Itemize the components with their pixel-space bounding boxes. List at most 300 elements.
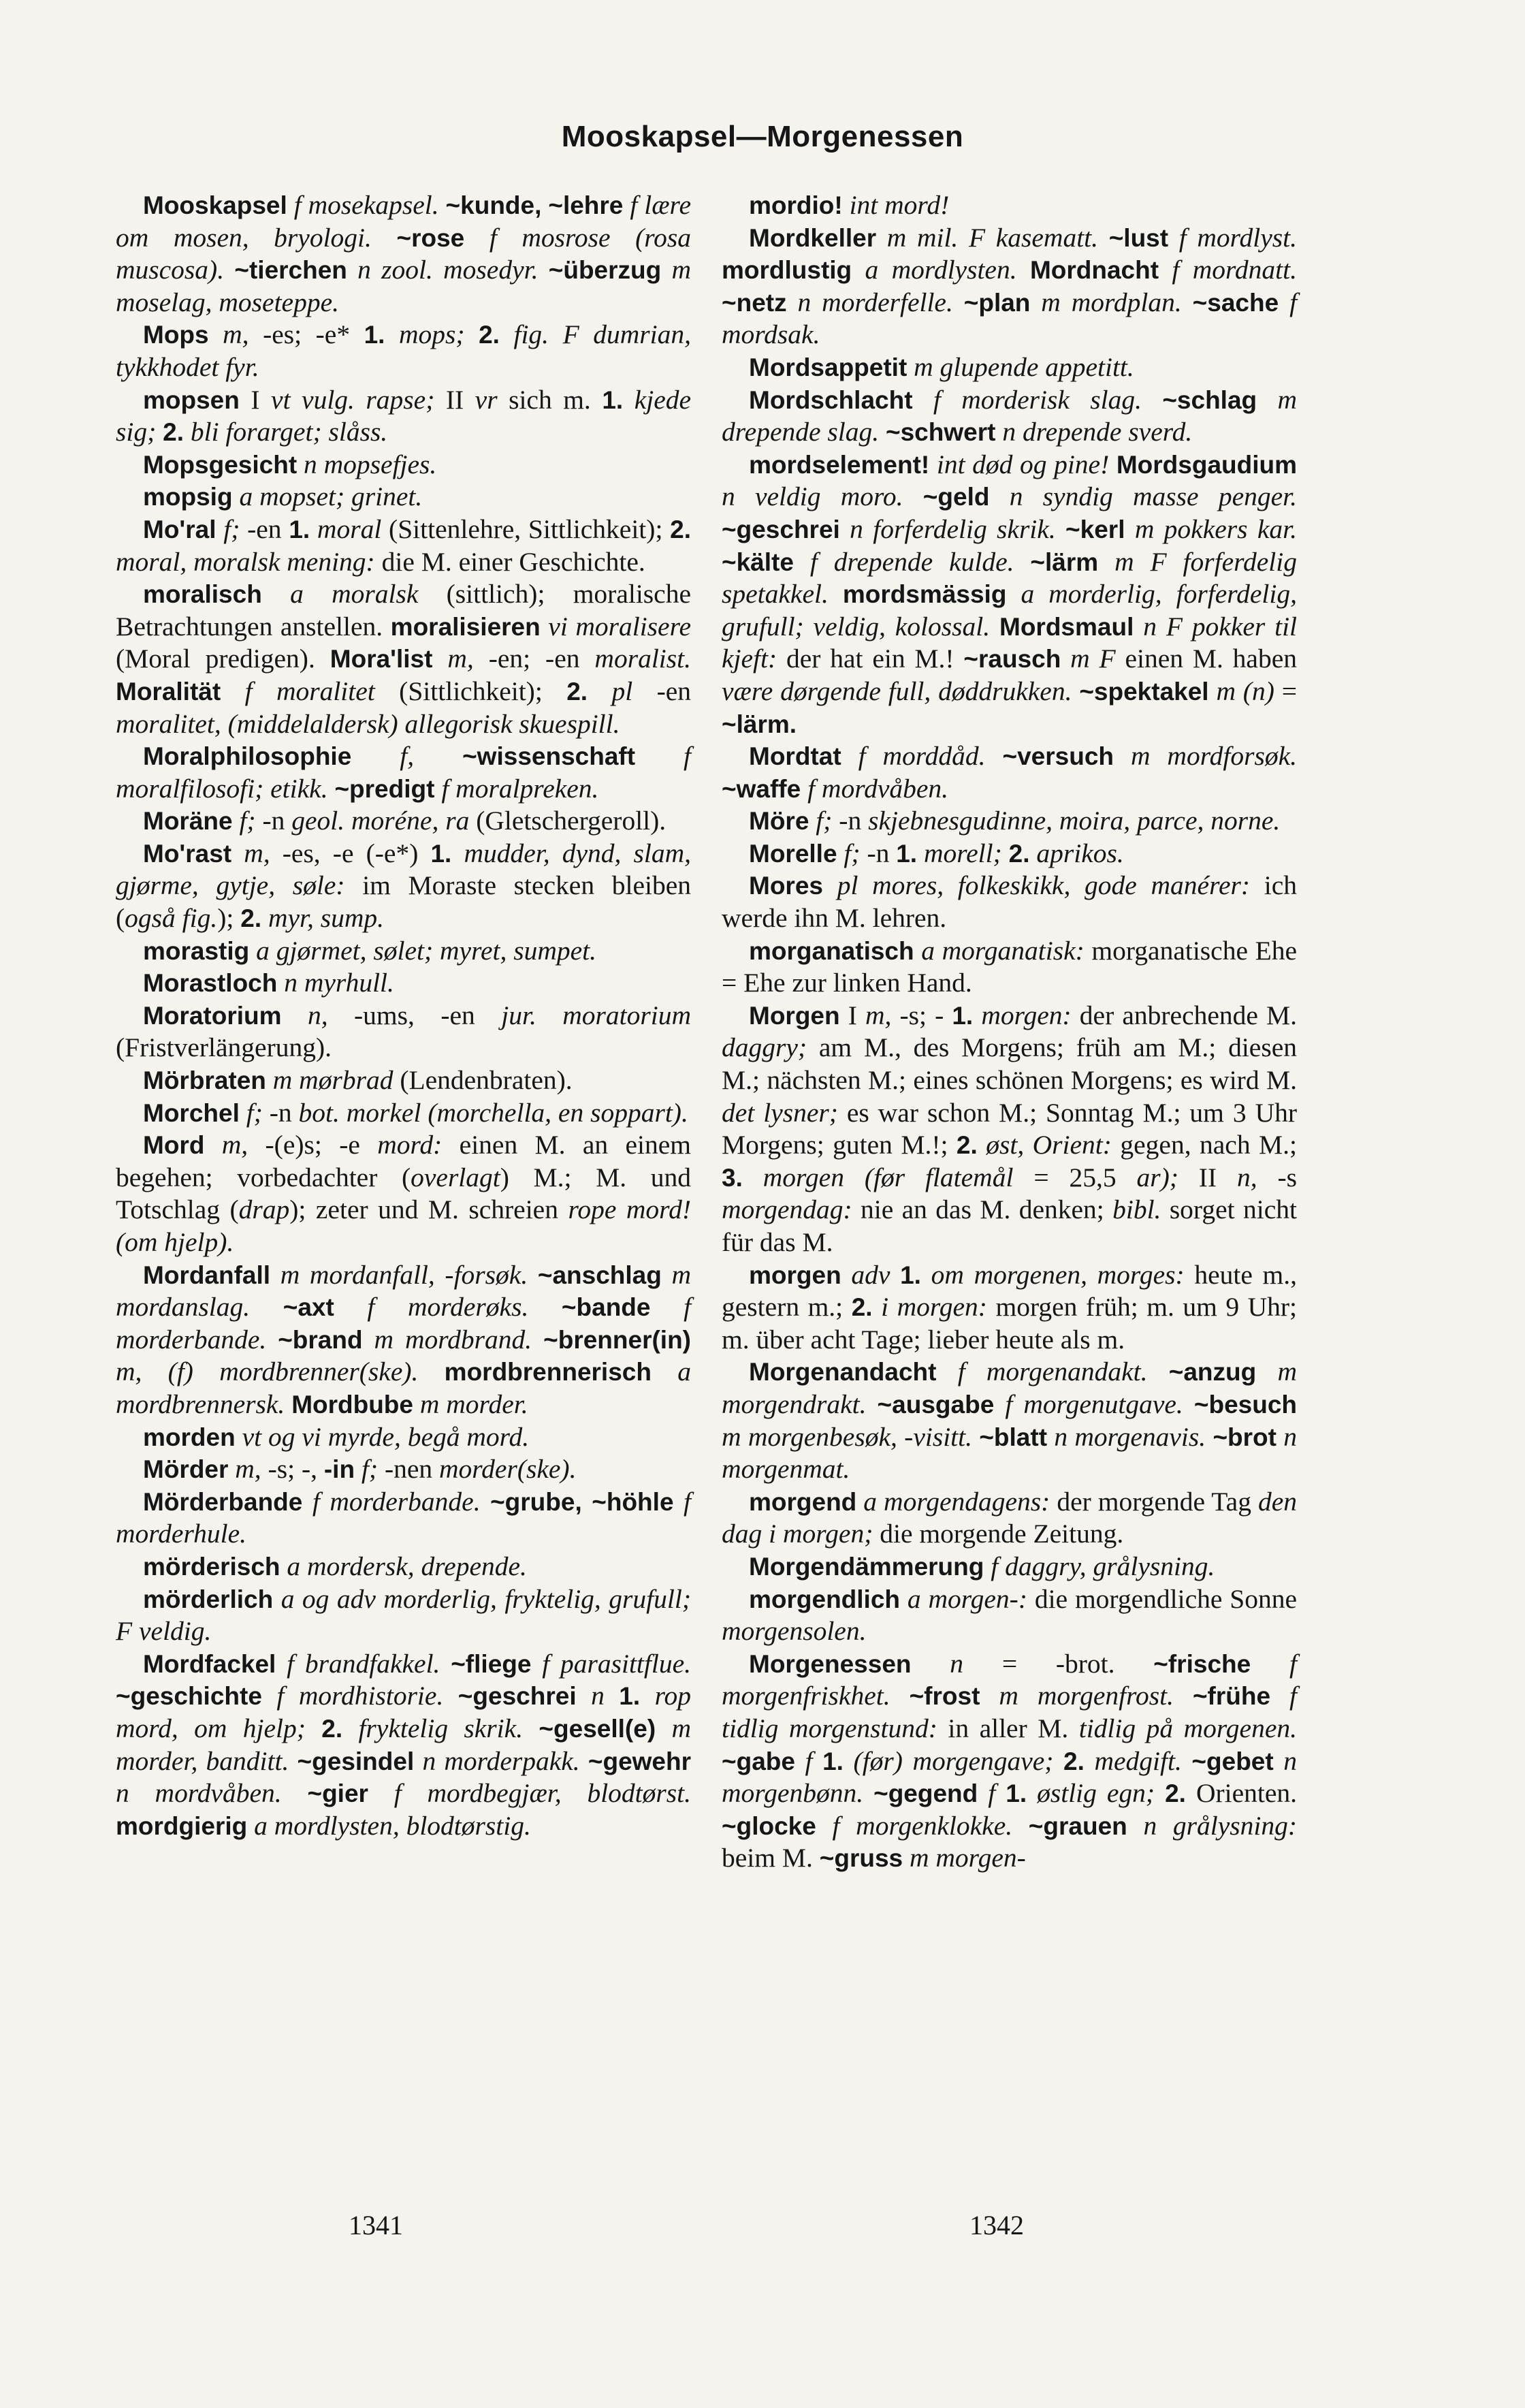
- headword: ~schlag: [1162, 385, 1257, 414]
- entry-text: [640, 1681, 654, 1711]
- definition-text: pl: [611, 676, 633, 706]
- entry-text: [1277, 1422, 1283, 1452]
- entry-text: [1114, 741, 1131, 771]
- entry-text: [852, 255, 865, 285]
- entry-text: [310, 514, 317, 544]
- entry-text: [414, 1746, 422, 1776]
- page-header: Mooskapsel—Morgenessen: [561, 120, 964, 153]
- definition-text: m pokkers kar.: [1134, 513, 1297, 544]
- dictionary-entry: [722, 1583, 1297, 1648]
- definition-text: n mopsefjes.: [304, 449, 437, 479]
- headword: ~plan: [963, 288, 1031, 317]
- headword: Morgenessen: [749, 1649, 912, 1678]
- dictionary-entry: [116, 1064, 691, 1097]
- entry-text: morganatische Ehe = Ehe zur linken Hand.: [722, 935, 1297, 998]
- entry-text: [500, 319, 514, 349]
- headword: ~kälte: [722, 548, 794, 576]
- headword: ~lust: [1108, 223, 1169, 252]
- definition-text: n myrhull.: [284, 968, 394, 998]
- headword: 1.: [822, 1747, 844, 1775]
- headword: 1.: [1006, 1779, 1027, 1808]
- definition-text: m morgendrakt.: [722, 1357, 1298, 1419]
- headword: Mord: [143, 1131, 205, 1160]
- entry-text: [1168, 223, 1179, 253]
- headword: Mordanfall: [143, 1261, 271, 1289]
- headword: ~besuch: [1193, 1390, 1298, 1419]
- entry-text: [280, 1551, 287, 1581]
- definition-text: tidlig på morgenen.: [1078, 1713, 1297, 1743]
- definition-text: østlig egn;: [1037, 1778, 1155, 1809]
- headword: Mooskapsel: [143, 191, 287, 219]
- left-column: [116, 189, 691, 1842]
- headword: Mops: [143, 321, 209, 349]
- headword: -in: [323, 1455, 355, 1484]
- definition-text: morell;: [923, 838, 1002, 868]
- entry-text: -en; -en: [473, 644, 595, 674]
- entry-text: [270, 1260, 280, 1290]
- entry-text: [795, 1746, 805, 1776]
- definition-text: m morgenbesøk, -visitt.: [722, 1421, 972, 1452]
- headword: Mo'ral: [143, 515, 216, 543]
- entry-text: der hat ein M.!: [777, 644, 964, 674]
- definition-text: a morganatisk:: [921, 935, 1085, 966]
- definition-text: a mopset; grinet.: [239, 481, 423, 512]
- headword: ~gegend: [873, 1779, 978, 1808]
- entry-text: [282, 1000, 308, 1030]
- entry-text: [464, 223, 489, 253]
- entry-text: [588, 676, 611, 706]
- definition-text: aprikos.: [1036, 838, 1124, 868]
- definition-text: f mosrose: [489, 222, 611, 253]
- definition-text: m mil. F kasematt.: [886, 222, 1099, 253]
- definition-text: vt vulg. rapse;: [271, 384, 435, 415]
- headword: 2.: [670, 515, 692, 543]
- definition-text: n morgenbønn.: [722, 1745, 1298, 1809]
- definition-text: m,: [223, 319, 249, 350]
- entry-text: [978, 1130, 986, 1160]
- headword: ~kunde,: [445, 191, 542, 219]
- entry-text: [840, 514, 850, 544]
- definition-text: m (n): [1216, 676, 1274, 706]
- headword: ~brenner(in): [543, 1325, 691, 1354]
- entry-text: [656, 1713, 671, 1743]
- entry-text: beim M.: [722, 1843, 820, 1873]
- entry-text: ); zeter und M. schreien: [289, 1194, 568, 1225]
- definition-text: (før) morgengave;: [853, 1745, 1054, 1776]
- entry-text: [1142, 385, 1162, 415]
- entry-text: [577, 1681, 591, 1711]
- entry-text: [372, 223, 397, 253]
- entry-text: [1125, 514, 1134, 544]
- entry-text: die morgendliche Sonne: [1027, 1583, 1297, 1614]
- dictionary-entry: [116, 1259, 691, 1421]
- dictionary-entry: [116, 1129, 691, 1258]
- entry-text: [1159, 255, 1172, 285]
- entry-text: [1030, 838, 1037, 868]
- headword: ~brot: [1213, 1423, 1277, 1451]
- headword: 1.: [952, 1001, 974, 1030]
- entry-text: die M. einer Geschichte.: [374, 546, 645, 577]
- headword: Mörbraten: [143, 1066, 266, 1095]
- definition-text: m,: [447, 644, 474, 674]
- entry-text: morgen früh; m. um 9 Uhr; m. über acht Tage; lieber heute als m.: [722, 1292, 1298, 1354]
- definition-text: f moralpreken.: [441, 773, 599, 804]
- dictionary-entry: [722, 805, 1297, 838]
- entry-text: [342, 1713, 358, 1743]
- entry-text: [841, 1260, 852, 1290]
- entry-text: [541, 612, 549, 641]
- headword: ~geschrei: [722, 515, 840, 543]
- entry-text: =: [1274, 676, 1297, 706]
- entry-text: [921, 1260, 931, 1290]
- entry-text: [1155, 1778, 1165, 1808]
- definition-text: n morderpakk.: [422, 1745, 580, 1776]
- headword: 2.: [1063, 1747, 1085, 1775]
- entry-text: [443, 1681, 458, 1711]
- headword: Mordbube: [291, 1390, 413, 1419]
- definition-text: moral, moralsk mening:: [116, 546, 375, 577]
- entry-text: -ums, -en: [327, 1000, 502, 1030]
- headword: ~wissenschaft: [462, 742, 636, 771]
- definition-text: den dag i morgen;: [722, 1486, 1297, 1549]
- definition-text: n: [591, 1681, 605, 1711]
- entry-text: [233, 806, 240, 836]
- headword: ~sache: [1192, 288, 1279, 317]
- entry-text: einen M. an einem begehen; vorbedachter (: [116, 1130, 692, 1192]
- headword: Mora'list: [330, 645, 433, 674]
- entry-text: [363, 1325, 374, 1354]
- dictionary-entry: [116, 1453, 691, 1486]
- definition-text: f morgenfriskhet.: [722, 1648, 1298, 1711]
- entry-text: [580, 1746, 588, 1776]
- entry-text: [209, 319, 223, 349]
- definition-text: f: [988, 1778, 996, 1809]
- headword: Mörderbande: [143, 1487, 303, 1516]
- definition-text: n morgenmat.: [722, 1421, 1298, 1485]
- definition-text: m mordbrand.: [374, 1324, 532, 1354]
- entry-text: [605, 1681, 619, 1711]
- headword: ~tierchen: [234, 256, 347, 285]
- headword: ~axt: [283, 1293, 334, 1322]
- dictionary-entry: [722, 384, 1297, 449]
- definition-text: m morgenfrost.: [999, 1681, 1174, 1711]
- headword: ~rausch: [963, 645, 1061, 674]
- entry-text: (Gletschergeroll).: [469, 806, 667, 836]
- entry-text: im Moraste stecken bleiben (: [116, 870, 692, 934]
- definition-text: n forferdelig skrik.: [850, 513, 1056, 544]
- dictionary-entry: [722, 1648, 1297, 1875]
- entry-text: [829, 579, 843, 609]
- entry-text: [1257, 385, 1277, 415]
- entry-text: [1030, 287, 1041, 317]
- headword: ~höhle: [592, 1487, 674, 1516]
- dictionary-entry: [722, 449, 1297, 740]
- entry-text: [451, 838, 464, 868]
- definition-text: m mordanfall, -forsøk.: [280, 1259, 528, 1290]
- definition-text: rope mord! (om hjelp).: [116, 1194, 691, 1257]
- headword: 1.: [602, 385, 624, 414]
- dictionary-entry: [116, 384, 691, 449]
- definition-text: bli forarget; slåss.: [190, 417, 388, 447]
- dictionary-entry: [116, 1421, 691, 1454]
- dictionary-entry: [116, 513, 691, 578]
- page-number-right: 1342: [969, 2210, 1024, 2240]
- entry-text: [481, 1487, 491, 1517]
- definition-text: f;: [239, 806, 256, 836]
- definition-text: f mordbegjær, blodtørst.: [394, 1778, 691, 1809]
- headword: 1.: [900, 1261, 921, 1289]
- entry-text: [1134, 612, 1143, 641]
- entry-text: [635, 741, 684, 771]
- dictionary-entry: [116, 189, 691, 319]
- entry-text: [953, 287, 964, 317]
- entry-text: [907, 352, 914, 382]
- headword: Mordsmaul: [999, 612, 1134, 641]
- dictionary-entry: [116, 449, 691, 481]
- entry-text: [1012, 1811, 1029, 1841]
- headword: morganatisch: [749, 936, 914, 965]
- headword: Mordtat: [749, 742, 841, 771]
- entry-text: [282, 1778, 308, 1808]
- entry-text: -n: [860, 838, 897, 868]
- definition-text: m,: [865, 1000, 892, 1030]
- entry-text: sich m.: [497, 384, 603, 415]
- definition-text: m morgen-: [909, 1843, 1026, 1873]
- headword: ~lärm: [1030, 548, 1099, 576]
- entry-text: [995, 1778, 1006, 1808]
- definition-text: f daggry, grålysning.: [991, 1551, 1215, 1581]
- entry-text: [743, 1162, 763, 1192]
- entry-text: [262, 1681, 276, 1711]
- definition-text: m mordplan.: [1041, 287, 1182, 317]
- headword: Mordfackel: [143, 1649, 276, 1678]
- dictionary-entry: [116, 838, 691, 935]
- entry-text: [978, 1778, 988, 1808]
- definition-text: rop mord, om hjelp;: [116, 1681, 692, 1743]
- dictionary-entry: [116, 805, 691, 838]
- entry-text: [334, 1292, 368, 1322]
- definition-text: fryktelig skrik.: [358, 1713, 524, 1743]
- entry-text: [1027, 1778, 1037, 1808]
- entry-text: [385, 319, 399, 349]
- headword: ~frühe: [1192, 1682, 1271, 1711]
- entry-text: [465, 319, 479, 349]
- definition-text: moral: [317, 513, 382, 544]
- entry-text: (Sittenlehre, Sittlichkeit);: [381, 513, 671, 544]
- entry-text: Orienten.: [1185, 1778, 1298, 1809]
- entry-text: [541, 190, 548, 220]
- entry-text: [532, 1325, 543, 1354]
- headword: Mordkeller: [749, 223, 877, 252]
- headword: mordbrennerisch: [444, 1358, 652, 1387]
- definition-text: m morder, banditt.: [116, 1713, 692, 1776]
- definition-text: være dørgende full, døddrukken.: [722, 676, 1072, 706]
- entry-text: [273, 1584, 280, 1614]
- headword: ~rose: [396, 223, 465, 252]
- entry-text: [1209, 676, 1217, 706]
- entry-text: [1056, 514, 1065, 544]
- entry-text: am M., des Morgens; früh am M.; diesen M.; nächsten M.; eines schönen Morgens; es wird M.: [722, 1032, 1297, 1096]
- definition-text: a morderlig, forferdelig, grufull; veldig, kolossal.: [722, 579, 1297, 641]
- headword: 2.: [566, 677, 588, 706]
- entry-text: [233, 481, 240, 511]
- entry-text: [240, 1098, 246, 1128]
- entry-text: [794, 547, 810, 577]
- entry-text: [1148, 1357, 1169, 1387]
- definition-text: morgensolen.: [722, 1616, 867, 1647]
- headword: ~lehre: [548, 191, 624, 219]
- entry-text: die morgende Zeitung.: [873, 1519, 1124, 1549]
- entry-text: = -brot.: [963, 1648, 1154, 1679]
- definition-text: f mosekapsel.: [293, 190, 439, 220]
- entry-text: (sittlich); moralische Betrachtungen anstellen.: [116, 579, 691, 641]
- entry-text: es war schon M.; Sonntag M.; um 3 Uhr Morgens; guten M.!;: [722, 1097, 1297, 1160]
- headword: ~gesindel: [297, 1747, 415, 1775]
- headword: ~gewehr: [588, 1747, 692, 1775]
- definition-text: f lære om mosen, bryologi.: [116, 190, 691, 253]
- headword: morgendlich: [749, 1585, 901, 1613]
- entry-text: [434, 774, 441, 804]
- dictionary-entry: [722, 1551, 1297, 1583]
- dictionary-entry: [722, 1259, 1297, 1357]
- definition-text: f moralfilosofi; etikk.: [116, 741, 692, 804]
- definition-text: f mordnatt.: [1172, 255, 1298, 285]
- headword: Moratorium: [143, 1001, 282, 1030]
- definition-text: m drepende slag.: [722, 384, 1298, 447]
- entry-text: [989, 481, 1009, 511]
- definition-text: kjede sig;: [116, 384, 692, 447]
- entry-text: [266, 1325, 278, 1354]
- definition-text: vi moralisere: [548, 611, 692, 641]
- headword: 1.: [364, 321, 385, 349]
- entry-text: [351, 741, 400, 771]
- entry-text: );: [217, 903, 241, 934]
- entry-text: [873, 1292, 882, 1322]
- headword: Morgen: [749, 1001, 840, 1030]
- entry-text: [287, 190, 294, 220]
- definition-text: vt og vi myrde, begå mord.: [242, 1421, 530, 1452]
- dictionary-entry: [722, 838, 1297, 870]
- headword: morden: [143, 1423, 236, 1451]
- definition-text: a morgendagens:: [863, 1486, 1050, 1517]
- entry-text: [1274, 1746, 1284, 1776]
- dictionary-entry: [722, 189, 1297, 222]
- definition-text: f;: [844, 838, 861, 868]
- entry-text: [1006, 579, 1021, 609]
- dictionary-entry: [116, 1097, 691, 1130]
- entry-text: [247, 1811, 254, 1841]
- headword: 1.: [896, 839, 918, 868]
- entry-text: (Lendenbraten).: [393, 1065, 573, 1096]
- entry-text: [204, 1130, 221, 1160]
- definition-text: f;: [223, 513, 240, 544]
- entry-text: [866, 1389, 877, 1419]
- dictionary-entry: [722, 1000, 1297, 1259]
- headword: Moralphilosophie: [143, 742, 352, 771]
- headword: ~grauen: [1028, 1811, 1127, 1840]
- definition-text: morgen (før flatemål: [762, 1162, 1014, 1192]
- headword: 1.: [289, 515, 310, 543]
- headword: ~predigt: [334, 774, 435, 803]
- entry-text: -s: [1257, 1162, 1298, 1192]
- headword: 2.: [240, 904, 262, 933]
- entry-text: II: [434, 384, 475, 415]
- headword: 2.: [851, 1293, 873, 1322]
- headword: ~kerl: [1065, 515, 1125, 543]
- entry-text: [841, 741, 858, 771]
- definition-text: mord:: [377, 1130, 443, 1160]
- headword: ~überzug: [548, 256, 662, 285]
- headword: 2.: [321, 1714, 343, 1743]
- definition-text: int død og pine!: [936, 449, 1110, 479]
- entry-text: II: [1178, 1162, 1237, 1192]
- headword: ~netz: [722, 288, 787, 317]
- headword: Morgenandacht: [749, 1358, 937, 1387]
- headword: 1.: [619, 1682, 641, 1711]
- entry-text: [250, 1292, 283, 1322]
- entry-text: [418, 1357, 444, 1387]
- entry-text: [844, 1746, 854, 1776]
- entry-text: gegen, nach M.;: [1111, 1130, 1297, 1160]
- definition-text: a mordlysten, blodtørstig.: [254, 1810, 531, 1841]
- entry-text: (Sittlichkeit);: [374, 676, 567, 706]
- headword: moralisieren: [390, 612, 541, 641]
- entry-text: [528, 1260, 538, 1290]
- headword: mordio!: [749, 191, 843, 219]
- definition-text: pl mores, folkeskikk, gode manérer:: [837, 870, 1251, 901]
- definition-text: n F pokker til kjeft:: [722, 611, 1298, 674]
- headword: ~geld: [922, 483, 990, 511]
- dictionary-entry: [722, 935, 1297, 1000]
- entry-text: in aller M.: [937, 1713, 1079, 1743]
- entry-text: (Fristverlängerung).: [116, 1032, 332, 1063]
- definition-text: også fig.: [125, 903, 218, 934]
- page-number-left: 1341: [349, 2210, 403, 2240]
- dictionary-entry: [116, 1000, 691, 1064]
- headword: 2.: [479, 321, 500, 349]
- headword: morgend: [749, 1487, 857, 1516]
- entry-text: ich werde ihn M. lehren.: [722, 870, 1297, 934]
- headword: Möre: [749, 807, 809, 836]
- definition-text: vr: [475, 384, 498, 415]
- definition-text: n: [950, 1648, 964, 1679]
- headword: Morelle: [749, 839, 837, 868]
- entry-text: [228, 1454, 235, 1484]
- entry-text: [355, 1454, 362, 1484]
- definition-text: i morgen:: [881, 1292, 987, 1322]
- headword: ~gesell(e): [539, 1714, 656, 1743]
- definition-text: m F: [1070, 644, 1116, 674]
- headword: ~glocke: [722, 1811, 816, 1840]
- definition-text: m glupende appetitt.: [914, 351, 1134, 382]
- headword: Mordsgaudium: [1116, 450, 1298, 479]
- entry-text: [611, 223, 636, 253]
- entry-text: -n: [262, 1097, 299, 1128]
- entry-text: [1127, 1811, 1144, 1841]
- entry-text: [328, 774, 335, 804]
- dictionary-entry: [116, 319, 691, 383]
- entry-text: [289, 1746, 297, 1776]
- definition-text: f morgenklokke.: [832, 1810, 1013, 1841]
- headword: ~gebet: [1191, 1747, 1274, 1775]
- definition-text: drap: [238, 1194, 290, 1225]
- headword: ~blatt: [979, 1423, 1048, 1451]
- entry-text: [1109, 449, 1117, 479]
- dictionary-entry: [116, 481, 691, 513]
- definition-text: a gjørmet, sølet; myret, sumpet.: [256, 935, 597, 966]
- entry-text: [674, 1487, 684, 1517]
- headword: ~waffe: [722, 774, 801, 803]
